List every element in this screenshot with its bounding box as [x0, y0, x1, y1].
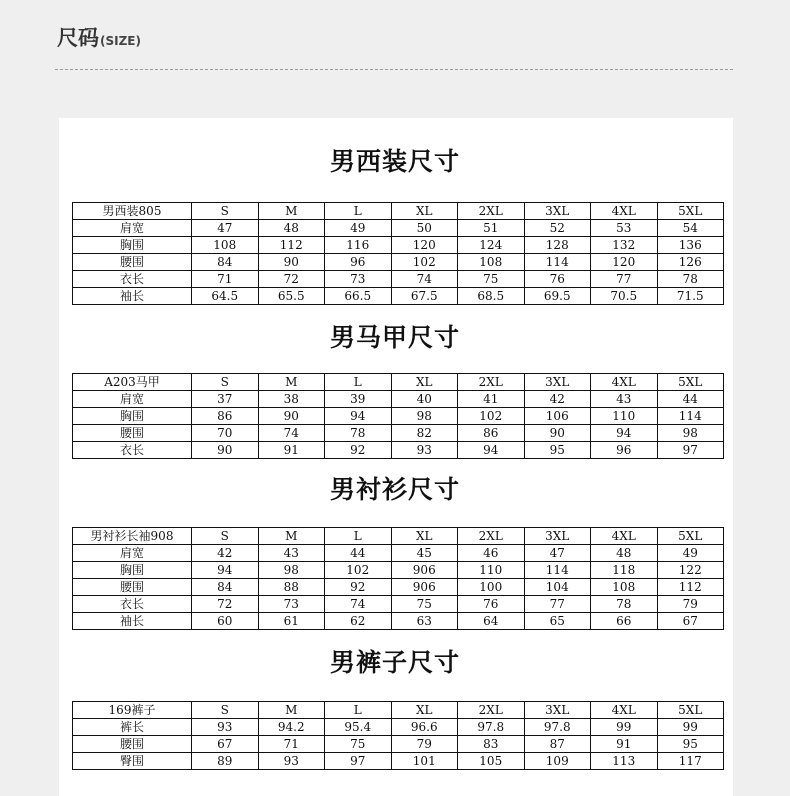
- measure-label: 袖长: [73, 288, 192, 305]
- table-cell: 66.5: [325, 288, 392, 305]
- table-cell: 93: [391, 442, 458, 459]
- table-cell: 108: [458, 254, 525, 271]
- table-cell: 100: [458, 579, 525, 596]
- measure-label: 肩宽: [73, 220, 192, 237]
- table-cell: 77: [591, 271, 658, 288]
- suit-section-title: 男西装尺寸: [329, 147, 460, 176]
- page-header: [57, 22, 141, 52]
- table-cell: 74: [258, 425, 325, 442]
- table-cell: 48: [258, 220, 325, 237]
- table-cell: 110: [591, 408, 658, 425]
- table-cell: 76: [524, 271, 591, 288]
- table-cell: 906: [391, 562, 458, 579]
- table-row: [73, 220, 724, 237]
- table-cell: 93: [192, 719, 259, 736]
- table-cell: 65: [524, 613, 591, 630]
- measure-label: 肩宽: [73, 545, 192, 562]
- measure-label: 胸围: [73, 237, 192, 254]
- table-cell: 136: [657, 237, 724, 254]
- table-cell: 69.5: [524, 288, 591, 305]
- table-cell: 90: [192, 442, 259, 459]
- size-header-cell: 2XL: [458, 203, 525, 220]
- measure-label: 臀围: [73, 753, 192, 770]
- table-cell: 86: [458, 425, 525, 442]
- table-cell: 43: [591, 391, 658, 408]
- table-cell: 95.4: [325, 719, 392, 736]
- table-cell: 94: [458, 442, 525, 459]
- table-model-label: 男衬衫长袖908: [73, 528, 192, 545]
- table-cell: 73: [258, 596, 325, 613]
- table-cell: 75: [325, 736, 392, 753]
- table-cell: 49: [657, 545, 724, 562]
- size-header-cell: 3XL: [524, 203, 591, 220]
- size-header-cell: M: [258, 203, 325, 220]
- table-cell: 75: [458, 271, 525, 288]
- measure-label: 肩宽: [73, 391, 192, 408]
- table-row: [73, 596, 724, 613]
- table-cell: 96: [591, 442, 658, 459]
- table-cell: 74: [391, 271, 458, 288]
- measure-label: 腰围: [73, 736, 192, 753]
- measure-label: 裤长: [73, 719, 192, 736]
- table-cell: 47: [524, 545, 591, 562]
- table-cell: 67.5: [391, 288, 458, 305]
- table-row: [73, 391, 724, 408]
- table-cell: 90: [258, 408, 325, 425]
- table-cell: 95: [524, 442, 591, 459]
- table-cell: 118: [591, 562, 658, 579]
- table-cell: 54: [657, 220, 724, 237]
- size-header-cell: 4XL: [591, 528, 658, 545]
- table-cell: 83: [458, 736, 525, 753]
- table-cell: 120: [391, 237, 458, 254]
- table-row: [73, 271, 724, 288]
- table-header-row: [73, 203, 724, 220]
- size-header-cell: L: [325, 374, 392, 391]
- table-cell: 40: [391, 391, 458, 408]
- table-cell: 116: [325, 237, 392, 254]
- table-cell: 39: [325, 391, 392, 408]
- table-row: [73, 719, 724, 736]
- size-header-cell: 5XL: [657, 528, 724, 545]
- header-divider: [55, 69, 733, 70]
- table-header-row: [73, 702, 724, 719]
- table-cell: 64.5: [192, 288, 259, 305]
- table-cell: 106: [524, 408, 591, 425]
- table-cell: 72: [258, 271, 325, 288]
- table-row: [73, 425, 724, 442]
- table-cell: 102: [458, 408, 525, 425]
- size-header-cell: M: [258, 702, 325, 719]
- table-cell: 122: [657, 562, 724, 579]
- table-cell: 78: [657, 271, 724, 288]
- table-cell: 114: [524, 254, 591, 271]
- table-row: [73, 254, 724, 271]
- table-cell: 108: [192, 237, 259, 254]
- table-header-row: [73, 528, 724, 545]
- table-cell: 49: [325, 220, 392, 237]
- table-cell: 98: [657, 425, 724, 442]
- size-header-cell: 2XL: [458, 374, 525, 391]
- table-cell: 98: [391, 408, 458, 425]
- table-row: [73, 753, 724, 770]
- table-cell: 88: [258, 579, 325, 596]
- table-cell: 74: [325, 596, 392, 613]
- table-row: [73, 408, 724, 425]
- table-cell: 104: [524, 579, 591, 596]
- table-cell: 79: [391, 736, 458, 753]
- table-cell: 82: [391, 425, 458, 442]
- table-cell: 51: [458, 220, 525, 237]
- table-cell: 42: [524, 391, 591, 408]
- table-model-label: 男西装805: [73, 203, 192, 220]
- pants-section-title: 男裤子尺寸: [329, 648, 460, 677]
- table-cell: 70.5: [591, 288, 658, 305]
- table-cell: 60: [192, 613, 259, 630]
- table-cell: 48: [591, 545, 658, 562]
- size-header-cell: XL: [391, 702, 458, 719]
- table-cell: 62: [325, 613, 392, 630]
- pants-size-table: [72, 701, 724, 770]
- table-cell: 99: [591, 719, 658, 736]
- table-cell: 78: [591, 596, 658, 613]
- table-cell: 52: [524, 220, 591, 237]
- measure-label: 腰围: [73, 425, 192, 442]
- measure-label: 衣长: [73, 596, 192, 613]
- page-subtitle: (SIZE): [100, 34, 141, 48]
- table-cell: 72: [192, 596, 259, 613]
- table-cell: 89: [192, 753, 259, 770]
- size-header-cell: XL: [391, 528, 458, 545]
- table-cell: 87: [524, 736, 591, 753]
- table-cell: 97.8: [458, 719, 525, 736]
- size-header-cell: 5XL: [657, 203, 724, 220]
- table-cell: 94: [591, 425, 658, 442]
- table-cell: 117: [657, 753, 724, 770]
- size-header-cell: 3XL: [524, 528, 591, 545]
- vest-size-table: [72, 373, 724, 459]
- shirt-size-table: [72, 527, 724, 630]
- table-cell: 109: [524, 753, 591, 770]
- table-cell: 91: [258, 442, 325, 459]
- table-cell: 42: [192, 545, 259, 562]
- measure-label: 腰围: [73, 254, 192, 271]
- table-cell: 43: [258, 545, 325, 562]
- size-header-cell: 4XL: [591, 203, 658, 220]
- table-cell: 96: [325, 254, 392, 271]
- table-cell: 78: [325, 425, 392, 442]
- table-cell: 98: [258, 562, 325, 579]
- size-header-cell: S: [192, 702, 259, 719]
- size-header-cell: M: [258, 528, 325, 545]
- table-cell: 84: [192, 254, 259, 271]
- suit-size-table: [72, 202, 724, 305]
- table-model-label: A203马甲: [73, 374, 192, 391]
- table-cell: 97: [657, 442, 724, 459]
- table-cell: 906: [391, 579, 458, 596]
- table-cell: 38: [258, 391, 325, 408]
- table-model-label: 169裤子: [73, 702, 192, 719]
- table-cell: 73: [325, 271, 392, 288]
- size-header-cell: S: [192, 374, 259, 391]
- table-cell: 97: [325, 753, 392, 770]
- table-cell: 76: [458, 596, 525, 613]
- size-header-cell: L: [325, 702, 392, 719]
- table-cell: 90: [258, 254, 325, 271]
- measure-label: 胸围: [73, 562, 192, 579]
- size-header-cell: 5XL: [657, 374, 724, 391]
- measure-label: 袖长: [73, 613, 192, 630]
- measure-label: 衣长: [73, 442, 192, 459]
- table-cell: 114: [657, 408, 724, 425]
- measure-label: 衣长: [73, 271, 192, 288]
- table-cell: 63: [391, 613, 458, 630]
- table-cell: 64: [458, 613, 525, 630]
- table-row: [73, 579, 724, 596]
- table-cell: 71.5: [657, 288, 724, 305]
- table-cell: 101: [391, 753, 458, 770]
- size-header-cell: 4XL: [591, 374, 658, 391]
- table-cell: 44: [657, 391, 724, 408]
- size-header-cell: M: [258, 374, 325, 391]
- table-row: [73, 237, 724, 254]
- table-row: [73, 545, 724, 562]
- size-header-cell: L: [325, 528, 392, 545]
- table-cell: 99: [657, 719, 724, 736]
- table-cell: 45: [391, 545, 458, 562]
- table-cell: 112: [657, 579, 724, 596]
- size-header-cell: 5XL: [657, 702, 724, 719]
- page-title: 尺码: [57, 26, 99, 50]
- table-cell: 71: [192, 271, 259, 288]
- table-cell: 71: [258, 736, 325, 753]
- table-cell: 102: [391, 254, 458, 271]
- table-cell: 108: [591, 579, 658, 596]
- measure-label: 胸围: [73, 408, 192, 425]
- table-cell: 126: [657, 254, 724, 271]
- measure-label: 腰围: [73, 579, 192, 596]
- table-cell: 94.2: [258, 719, 325, 736]
- table-cell: 90: [524, 425, 591, 442]
- size-header-cell: S: [192, 203, 259, 220]
- table-cell: 86: [192, 408, 259, 425]
- table-row: [73, 288, 724, 305]
- table-cell: 113: [591, 753, 658, 770]
- size-header-cell: XL: [391, 374, 458, 391]
- table-cell: 93: [258, 753, 325, 770]
- table-cell: 96.6: [391, 719, 458, 736]
- table-cell: 46: [458, 545, 525, 562]
- table-cell: 44: [325, 545, 392, 562]
- table-cell: 92: [325, 579, 392, 596]
- table-cell: 67: [657, 613, 724, 630]
- table-cell: 105: [458, 753, 525, 770]
- table-cell: 41: [458, 391, 525, 408]
- table-cell: 94: [192, 562, 259, 579]
- size-header-cell: 3XL: [524, 702, 591, 719]
- table-cell: 114: [524, 562, 591, 579]
- table-row: [73, 613, 724, 630]
- table-cell: 91: [591, 736, 658, 753]
- table-cell: 94: [325, 408, 392, 425]
- table-cell: 67: [192, 736, 259, 753]
- size-header-cell: L: [325, 203, 392, 220]
- table-cell: 75: [391, 596, 458, 613]
- size-header-cell: 3XL: [524, 374, 591, 391]
- size-header-cell: XL: [391, 203, 458, 220]
- table-cell: 66: [591, 613, 658, 630]
- table-cell: 124: [458, 237, 525, 254]
- table-cell: 120: [591, 254, 658, 271]
- table-cell: 97.8: [524, 719, 591, 736]
- size-header-cell: 2XL: [458, 528, 525, 545]
- size-header-cell: 4XL: [591, 702, 658, 719]
- table-row: [73, 442, 724, 459]
- table-cell: 70: [192, 425, 259, 442]
- table-cell: 92: [325, 442, 392, 459]
- table-cell: 128: [524, 237, 591, 254]
- table-row: [73, 562, 724, 579]
- table-cell: 68.5: [458, 288, 525, 305]
- table-cell: 110: [458, 562, 525, 579]
- shirt-section-title: 男衬衫尺寸: [329, 475, 460, 504]
- table-cell: 47: [192, 220, 259, 237]
- table-cell: 84: [192, 579, 259, 596]
- table-cell: 79: [657, 596, 724, 613]
- table-cell: 77: [524, 596, 591, 613]
- table-cell: 112: [258, 237, 325, 254]
- size-header-cell: S: [192, 528, 259, 545]
- table-header-row: [73, 374, 724, 391]
- table-cell: 65.5: [258, 288, 325, 305]
- table-cell: 102: [325, 562, 392, 579]
- table-cell: 37: [192, 391, 259, 408]
- table-cell: 50: [391, 220, 458, 237]
- table-cell: 132: [591, 237, 658, 254]
- table-row: [73, 736, 724, 753]
- table-cell: 53: [591, 220, 658, 237]
- size-header-cell: 2XL: [458, 702, 525, 719]
- vest-section-title: 男马甲尺寸: [329, 323, 460, 352]
- table-cell: 95: [657, 736, 724, 753]
- table-cell: 61: [258, 613, 325, 630]
